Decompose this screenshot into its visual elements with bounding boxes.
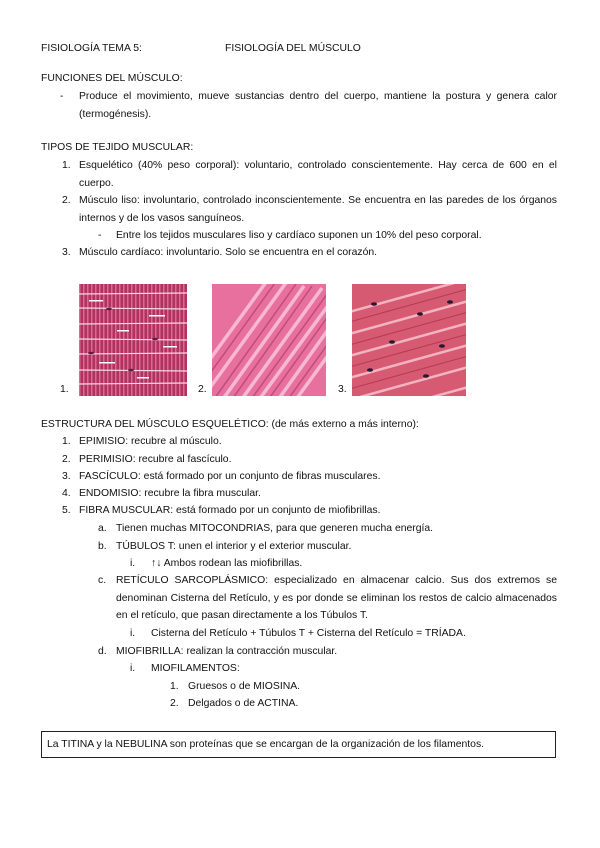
structure-subsub-number: i. [130, 663, 136, 674]
course-label: FISIOLOGÍA TEMA 5: [41, 43, 142, 54]
cardiac-muscle-micrograph-icon [352, 284, 466, 396]
types-item-number: 1. [62, 160, 71, 171]
structure-deep-text: Gruesos o de MIOSINA. [188, 681, 301, 692]
structure-sub-text: TÚBULOS T: unen el interior y el exterior muscular. [116, 541, 352, 552]
structure-item-number: 1. [62, 436, 71, 447]
structure-subsub-text: Cisterna del Retículo + Túbulos T + Cisterna del Retículo = TRÍADA. [151, 628, 466, 639]
functions-text: Produce el movimiento, mueve sustancias dentro del cuerpo, mantiene la postura y genera calor (termogénesis). [79, 91, 557, 120]
structure-sub-text: RETÍCULO SARCOPLÁSMICO: especializado en almacenar calcio. Sus dos extremos se denominan Cisterna del Retículo, y es por donde se eliminan los restos de calcio almacenados en el retículo, que pasan directamente a los Túbulos T. [116, 575, 557, 621]
page-title: FISIOLOGÍA DEL MÚSCULO [225, 43, 361, 54]
structure-heading: ESTRUCTURA DEL MÚSCULO ESQUELÉTICO: (de más externo a más interno): [41, 419, 419, 430]
skeletal-muscle-micrograph-icon [79, 284, 187, 396]
structure-sub-number: c. [98, 575, 107, 586]
structure-deep-text: Delgados o de ACTINA. [188, 698, 299, 709]
types-item-text: Esquelético (40% peso corporal): voluntario, controlado conscientemente. Hay cerca de 600 en el cuerpo. [79, 160, 557, 189]
types-item-text: Músculo cardíaco: involuntario. Solo se encuentra en el corazón. [79, 247, 378, 258]
structure-item-number: 3. [62, 471, 71, 482]
structure-item-number: 2. [62, 454, 71, 465]
types-item-number: 2. [62, 195, 71, 206]
functions-bullet: - [60, 91, 64, 102]
structure-deep-number: 1. [170, 681, 179, 692]
structure-subsub-number: i. [130, 558, 136, 569]
types-heading: TIPOS DE TEJIDO MUSCULAR: [41, 142, 194, 153]
structure-item-text: PERIMISIO: recubre al fascículo. [79, 454, 232, 465]
types-sub-bullet: - [98, 230, 102, 241]
structure-subsub-number: i. [130, 628, 136, 639]
image-label: 1. [60, 384, 69, 395]
structure-sub-number: a. [98, 523, 107, 534]
structure-item-text: ENDOMISIO: recubre la fibra muscular. [79, 488, 261, 499]
structure-sub-text: MIOFIBRILLA: realizan la contracción muscular. [116, 646, 338, 657]
structure-sub-text: Tienen muchas MITOCONDRIAS, para que generen mucha energía. [116, 523, 434, 534]
structure-sub-number: d. [98, 646, 107, 657]
structure-subsub-text: MIOFILAMENTOS: [151, 663, 240, 674]
structure-item-text: FIBRA MUSCULAR: está formado por un conjunto de miofibrillas. [79, 505, 381, 516]
structure-sub-number: b. [98, 541, 107, 552]
summary-text: La TITINA y la NEBULINA son proteínas que se encargan de la organización de los filamentos. [47, 739, 485, 750]
structure-item-number: 5. [62, 505, 71, 516]
types-item-number: 3. [62, 247, 71, 258]
structure-item-number: 4. [62, 488, 71, 499]
smooth-muscle-micrograph-icon [212, 284, 326, 396]
image-label: 3. [338, 384, 347, 395]
structure-subsub-text: ↑↓ Ambos rodean las miofibrillas. [151, 558, 303, 569]
types-sub-text: Entre los tejidos musculares liso y cardíaco suponen un 10% del peso corporal. [116, 230, 482, 241]
image-label: 2. [198, 384, 207, 395]
types-item-text: Músculo liso: involuntario, controlado inconscientemente. Se encuentra en las paredes de los órganos internos y de los vasos sanguíneos. [79, 195, 557, 224]
functions-heading: FUNCIONES DEL MÚSCULO: [41, 73, 183, 84]
structure-item-text: EPIMISIO: recubre al músculo. [79, 436, 222, 447]
structure-item-text: FASCÍCULO: está formado por un conjunto de fibras musculares. [79, 471, 381, 482]
structure-deep-number: 2. [170, 698, 179, 709]
